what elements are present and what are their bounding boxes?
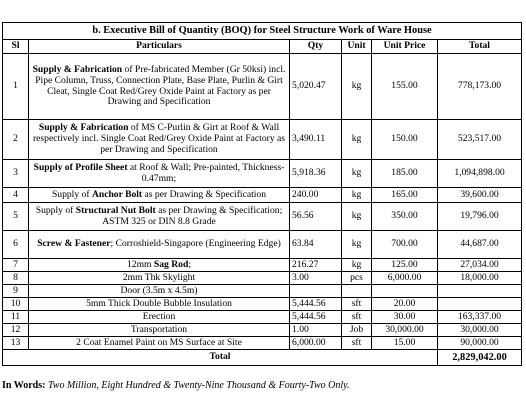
row-qty: 1.00 [290, 324, 342, 337]
row-total: 163,337.00 [438, 311, 522, 324]
row-sl: 4 [3, 188, 29, 203]
table-row [3, 259, 522, 272]
table-row [3, 311, 522, 324]
row-unit-price: 150.00 [372, 120, 438, 160]
row-unit-price: 350.00 [372, 203, 438, 231]
row-sl: 5 [3, 203, 29, 231]
row-particulars-bold: Supply & Fabrication [38, 122, 129, 134]
row-particulars [29, 120, 290, 160]
row-qty: 63.84 [290, 231, 342, 259]
row-sl: 11 [3, 311, 29, 324]
row-qty: 6,000.00 [290, 337, 342, 350]
row-sl: 3 [3, 160, 29, 188]
row-particulars: 2mm Thk Skylight [29, 272, 290, 285]
row-qty: 216.27 [290, 259, 342, 272]
row-sl: 6 [3, 231, 29, 259]
row-particulars-pre: 12mm [127, 258, 154, 270]
in-words-text: Two Million, Eight Hundred & Twenty-Nine Thousand & Fourty-Two Only. [45, 380, 350, 391]
row-unit: kg [342, 188, 372, 203]
table-row [3, 298, 522, 311]
row-particulars: Transportation [29, 324, 290, 337]
row-particulars-bold: Screw & Fastener [37, 238, 111, 250]
row-particulars-bold: Sag Rod [153, 258, 189, 270]
row-particulars [29, 231, 290, 259]
row-unit-price: 700.00 [372, 231, 438, 259]
row-qty: 5,444.56 [290, 298, 342, 311]
table-row [3, 203, 522, 231]
row-unit-price: 20.00 [372, 298, 438, 311]
table-row [3, 231, 522, 259]
row-sl: 7 [3, 259, 29, 272]
row-unit-price: 30,000.00 [372, 324, 438, 337]
row-total: 778,173.00 [438, 54, 522, 120]
row-qty: 5,020.47 [290, 54, 342, 120]
row-unit-price: 15.00 [372, 337, 438, 350]
row-qty: 5,444.56 [290, 311, 342, 324]
row-particulars [29, 54, 290, 120]
row-unit [342, 285, 372, 298]
header-unit-price: Unit Price [372, 40, 438, 54]
row-qty [290, 285, 342, 298]
table-row [3, 337, 522, 350]
row-unit: kg [342, 54, 372, 120]
row-particulars: 5mm Thick Double Bubble Insulation [29, 298, 290, 311]
row-unit-price: 165.00 [372, 188, 438, 203]
row-sl: 2 [3, 120, 29, 160]
row-total: 19,796.00 [438, 203, 522, 231]
table-row [3, 54, 522, 120]
row-total: 30,000.00 [438, 324, 522, 337]
header-particulars: Particulars [29, 40, 290, 54]
row-sl: 9 [3, 285, 29, 298]
row-particulars-bold: Supply & Fabrication [32, 64, 123, 76]
row-unit: kg [342, 203, 372, 231]
row-qty: 56.56 [290, 203, 342, 231]
table-row [3, 188, 522, 203]
row-particulars-text: ; Corroshield-Singapore (Engineering Edge) [110, 238, 281, 250]
row-total [438, 298, 522, 311]
row-particulars-bold: Supply of Profile Sheet [33, 161, 128, 173]
row-unit: sft [342, 311, 372, 324]
row-total: 90,000.00 [438, 337, 522, 350]
row-unit: kg [342, 231, 372, 259]
row-unit-price: 155.00 [372, 54, 438, 120]
row-particulars-text: at Roof & Wall; Pre-painted, Thickness-0.47mm; [127, 161, 285, 184]
row-unit: sft [342, 298, 372, 311]
row-unit: sft [342, 337, 372, 350]
header-qty: Qty [290, 40, 342, 54]
row-particulars [29, 160, 290, 188]
row-unit-price: 6,000.00 [372, 272, 438, 285]
row-qty: 240.00 [290, 188, 342, 203]
row-particulars-text: of Pre-fabricated Member (Gr 50ksi) incl. Pipe Column, Truss, Connection Plate, Base Plate, Purlin & Girt Cleat, Single Coat Red/Grey Oxide Paint at Factory as per Drawing and Specification [35, 64, 286, 108]
row-unit: kg [342, 259, 372, 272]
row-particulars-pre: Supply of [51, 188, 92, 200]
boq-table [2, 22, 522, 366]
row-total: 523,517.00 [438, 120, 522, 160]
in-words-label: In Words: [2, 380, 46, 391]
row-unit-price: 185.00 [372, 160, 438, 188]
row-particulars-bold: Structural Nut Bolt [75, 204, 156, 216]
row-qty: 5,918.36 [290, 160, 342, 188]
row-total: 18,000.00 [438, 272, 522, 285]
row-particulars-bold: Anchor Bolt [91, 188, 143, 200]
row-sl: 8 [3, 272, 29, 285]
header-row [3, 40, 522, 54]
row-sl: 13 [3, 337, 29, 350]
row-sl: 1 [3, 54, 29, 120]
row-total [438, 285, 522, 298]
row-unit: pcs [342, 272, 372, 285]
header-total: Total [438, 40, 522, 54]
row-unit-price: 125.00 [372, 259, 438, 272]
row-sl: 12 [3, 324, 29, 337]
total-row [3, 350, 522, 366]
row-particulars [29, 203, 290, 231]
table-row [3, 120, 522, 160]
table-row [3, 324, 522, 337]
row-total: 1,094,898.00 [438, 160, 522, 188]
row-unit-price [372, 285, 438, 298]
row-qty: 3,490.11 [290, 120, 342, 160]
row-particulars: Erection [29, 311, 290, 324]
row-unit-price: 30.00 [372, 311, 438, 324]
header-unit: Unit [342, 40, 372, 54]
row-particulars [29, 259, 290, 272]
row-qty: 3.00 [290, 272, 342, 285]
row-particulars [29, 188, 290, 203]
row-unit: kg [342, 120, 372, 160]
row-particulars-text: ; [188, 258, 191, 270]
row-particulars: 2 Coat Enamel Paint on MS Surface at Site [29, 337, 290, 350]
table-row [3, 160, 522, 188]
table-title: b. Executive Bill of Quantity (BOQ) for Steel Structure Work of Ware House [2, 22, 522, 39]
row-particulars-text: of MS C-Purlin & Girt at Roof & Wall respectively incl. Single Coat Red/Grey Oxide Paint at Factory as per Drawing and Specification [32, 122, 286, 155]
row-total: 44,687.00 [438, 231, 522, 259]
row-unit: kg [342, 160, 372, 188]
row-total: 39,600.00 [438, 188, 522, 203]
row-particulars-text: as per Drawing & Specification [142, 188, 267, 200]
amount-in-words [2, 380, 350, 391]
table-row [3, 285, 522, 298]
header-sl: Sl [3, 40, 29, 54]
row-particulars-text: as per Drawing & Specification; ASTM 325 or DIN 8.8 Grade [102, 204, 283, 227]
total-value: 2,829,042.00 [438, 350, 522, 366]
row-total: 27,034.00 [438, 259, 522, 272]
row-unit: Job [342, 324, 372, 337]
row-sl: 10 [3, 298, 29, 311]
table-row [3, 272, 522, 285]
row-particulars-pre: Supply of [35, 204, 76, 216]
row-particulars: Door (3.5m x 4.5m) [29, 285, 290, 298]
total-label: Total [3, 350, 438, 366]
